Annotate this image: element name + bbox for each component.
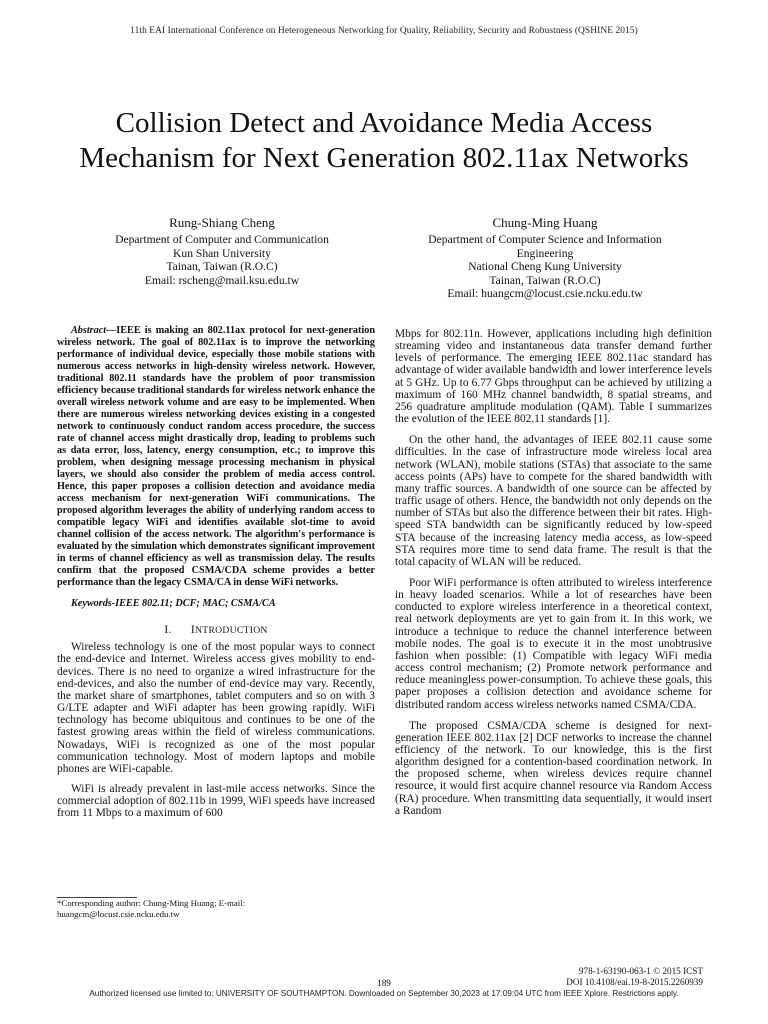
author-block-1 xyxy=(62,216,382,287)
copyright-block xyxy=(420,966,703,988)
license-notice: Authorized licensed use limited to: UNIVERSITY OF SOUTHAMPTON. Downloaded on September 30,2023 at 17:09:04 UTC from IEEE Xplore. Restrictions apply. xyxy=(89,989,679,998)
title-line-2: Mechanism for Next Generation 802.11ax Networks xyxy=(79,142,689,174)
intro-paragraph-2: WiFi is already prevalent in last-mile access networks. Since the commercial adoption of 802.11b in 1999, WiFi speeds have increased from 11 Mbps to a maximum of 600 xyxy=(57,783,375,820)
author-email: Email: rscheng@mail.ksu.edu.tw xyxy=(144,273,300,287)
author-institution: National Cheng Kung University xyxy=(468,260,622,274)
isbn: 978-1-63190-063-1 © 2015 ICST xyxy=(578,966,703,976)
author-affiliation: Department of Computer Science and Information xyxy=(428,233,662,247)
author-affiliation: Department of Computer and Communication xyxy=(115,233,329,247)
intro-paragraph-1: Wireless technology is one of the most popular ways to connect the end-device and Internet. Wireless access gives mobility to end-devices. There is no need to organize a wired infrastructure for the end-devices, and also the number of end-device may vary. Recently, the market share of smartphones, tablet computers and so on with 3 G/LTE adapter and WiFi adapter has been growing rapidly. WiFi technology has become ubiquitous and continues to be one of the fastest growing areas within the field of wireless communications. Nowadays, WiFi is recognized as one of the most popular communication technology. Most of modern laptops and mobile phones are WiFi-capable. xyxy=(57,641,375,775)
right-paragraph-1: Mbps for 802.11n. However, applications including high definition streaming video and instantaneous data transfer demand further levels of performance. The emerging IEEE 802.11ac standard has advantage of wider available bandwidth and lower interference levels at 5 GHz. Up to 6.77 Gbps throughput can be achieved by utilizing a maximum of 160 MHz channel bandwidth, 8 spatial streams, and 256 quadrature amplitude modulation (QAM). Table I summarizes the evolution of the IEEE 802.11 standards [1]. xyxy=(395,328,712,426)
abstract-text: IEEE is making an 802.11ax protocol for next-generation wireless network. The goal of 802.11ax is to improve the networking performance of individual device, especially those mobile stations with numerous access networks in high-density wireless network. However, traditional 802.11 standards have the problem of poor transmission efficiency because traditional standards for wireless network enhance the overall wireless network volume and are easy to be implemented. When there are numerous wireless networking devices existing in a congested network to continuously conduct random access procedure, the success rate of channel access might drastically drop, leading to problems such as data error, loss, latency, energy consumption, etc.; to improve this problem, when designing message processing mechanism in physical layers, we should also consider the problem of media access control. Hence, this paper proposes a collision detection and avoidance media access mechanism for next-generation WiFi communications. The proposed algorithm leverages the ability of underlying random access to compatible legacy WiFi and identifies available slot-time to avoid channel collision of the access network. The algorithm's performance is evaluated by the simulation which demonstrates significant improvement in terms of channel efficiency as well as transmission delay. The results confirm that the proposed CSMA/CDA scheme provides a better performance than the legacy CSMA/CA in dense WiFi networks. xyxy=(57,325,375,588)
doi: DOI 10.4108/eai.19-8-2015.2260939 xyxy=(566,977,703,987)
footnote-line-2: huangcm@locust.csie.ncku.edu.tw xyxy=(57,908,180,919)
right-column xyxy=(395,328,712,826)
section-heading-introduction xyxy=(57,624,375,637)
keywords: Keywords-IEEE 802.11; DCF; MAC; CSMA/CA xyxy=(71,598,276,609)
footnote xyxy=(57,898,377,919)
author-affiliation-cont: Engineering xyxy=(516,246,574,260)
section-number: I. xyxy=(164,623,172,637)
section-title-first: I xyxy=(190,623,196,637)
author-name: Rung-Shiang Cheng xyxy=(169,215,275,230)
right-paragraph-2: On the other hand, the advantages of IEEE 802.11 cause some difficulties. In the case of infrastructure mode wireless local area network (WLAN), mobile stations (STAs) that associate to the same access points (APs) have to compete for the shared bandwidth with many traffic sources. A bandwidth of one source can be affected by traffic usage of others. Hence, the bandwidth not only depends on the number of STAs but also the difference between their bit rates. High-speed STA bandwidth can be significantly reduced by low-speed STA because of the increasing latency media access, as low-speed STA requires more time to send data frame. The result is that the total capacity of WLAN will be reduced. xyxy=(395,434,712,568)
author-email: Email: huangcm@locust.csie.ncku.edu.tw xyxy=(447,287,643,301)
section-title-rest: NTRODUCTION xyxy=(195,625,268,637)
right-paragraph-3: Poor WiFi performance is often attributed to wireless interference in heavy loaded scenarios. While a lot of researches have been conducted to explore wireless interference in a theoretical context, real network deployments are yet to gain from it. In this work, we introduce a technique to reduce the channel interference between mobile nodes. The goal is to execute it in the most unobtrusive fashion when possible: (1) Compatible with legacy WiFi media access control mechanism; (2) Promote network performance and reduce meaningless power-consumption. To achieve these goals, this paper proposes a collision detection and avoidance scheme for distributed random access wireless networks named CSMA/CDA. xyxy=(395,576,712,711)
author-location: Tainan, Taiwan (R.O.C) xyxy=(489,273,601,287)
author-location: Tainan, Taiwan (R.O.C) xyxy=(166,260,278,274)
author-institution: Kun Shan University xyxy=(173,246,271,260)
footnote-line-1: *Corresponding author: Chung-Ming Huang; E-mail: xyxy=(57,898,246,908)
conference-header: 11th EAI International Conference on Heterogeneous Networking for Quality, Reliability, Security and Robustness (QSHINE 2015) xyxy=(130,26,638,36)
page-number: 189 xyxy=(377,978,391,988)
abstract-lead: Abstract— xyxy=(71,325,117,336)
abstract xyxy=(57,325,375,589)
paper-title xyxy=(40,106,728,176)
title-line-1: Collision Detect and Avoidance Media Access xyxy=(115,107,653,139)
author-block-2 xyxy=(400,216,690,300)
left-column xyxy=(57,325,375,828)
right-paragraph-4: The proposed CSMA/CDA scheme is designed for next-generation IEEE 802.11ax [2] DCF networks to increase the channel efficiency of the network. To our knowledge, this is the first algorithm designed for a contention-based coordination network. In the proposed scheme, when wireless devices require channel resource, it would first acquire channel resource via Random Access (RA) procedure. When transmitting data sequentially, it would insert a Random xyxy=(395,719,712,817)
author-name: Chung-Ming Huang xyxy=(492,215,598,230)
